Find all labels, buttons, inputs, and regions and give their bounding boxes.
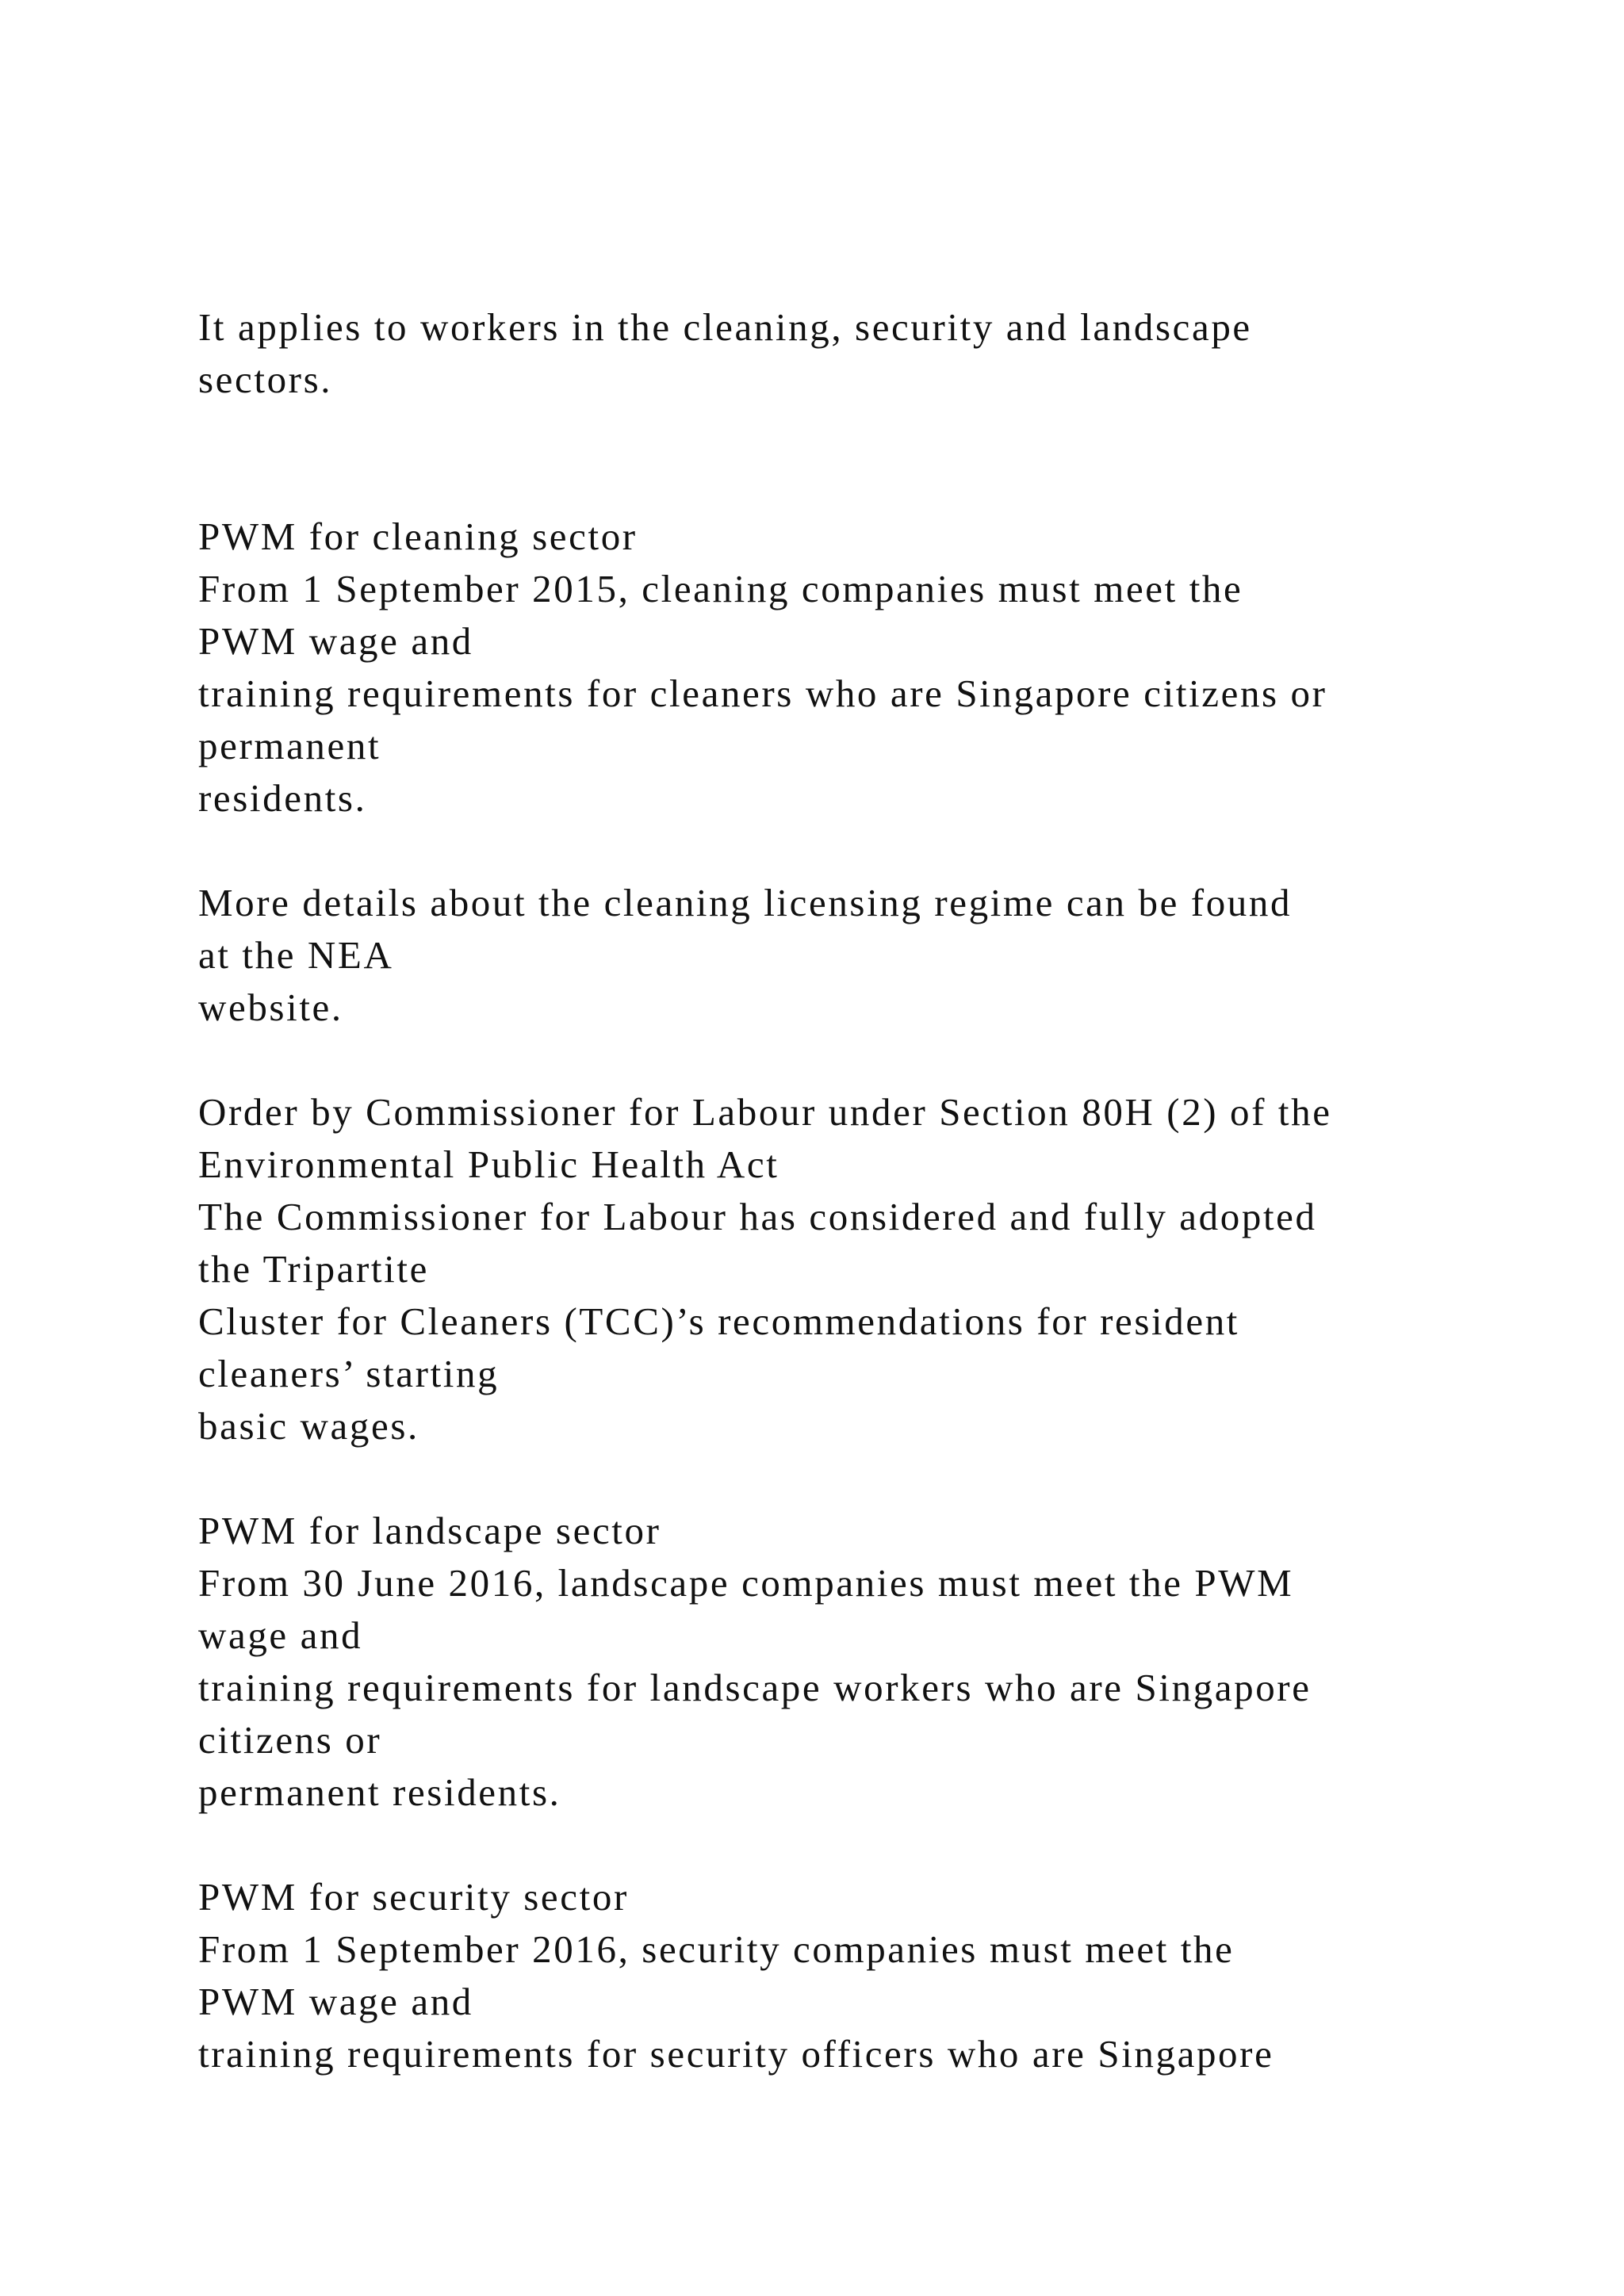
- paragraph-licensing: [198, 877, 1546, 1034]
- section-heading: PWM for cleaning sector: [198, 515, 638, 558]
- document-body: [198, 301, 1546, 2080]
- text-line: citizens or: [198, 1718, 382, 1762]
- text-line: training requirements for security officers who are Singapore: [198, 2032, 1274, 2076]
- text-line: wage and: [198, 1613, 363, 1657]
- text-line: cleaners’ starting: [198, 1352, 500, 1395]
- text-line: More details about the cleaning licensing regime can be found: [198, 881, 1293, 924]
- spacer: [198, 1819, 1546, 1871]
- section-heading: Order by Commissioner for Labour under Section 80H (2) of the: [198, 1090, 1332, 1134]
- spacer: [198, 1452, 1546, 1505]
- paragraph-order: [198, 1086, 1546, 1452]
- spacer: [198, 825, 1546, 877]
- text-line: permanent: [198, 724, 381, 767]
- section-landscape: [198, 1505, 1546, 1819]
- text-line: training requirements for cleaners who are Singapore citizens or: [198, 672, 1327, 715]
- text-line: the Tripartite: [198, 1247, 429, 1291]
- text-line: at the NEA: [198, 933, 394, 977]
- text-line: PWM wage and: [198, 619, 473, 663]
- text-line: training requirements for landscape workers who are Singapore: [198, 1666, 1312, 1709]
- spacer: [198, 1034, 1546, 1086]
- section-heading: PWM for security sector: [198, 1875, 629, 1919]
- text-line: From 1 September 2016, security companies must meet the: [198, 1927, 1235, 1971]
- text-line: From 1 September 2015, cleaning companies must meet the: [198, 567, 1243, 610]
- paragraph-intro: [198, 301, 1546, 406]
- text-line: PWM wage and: [198, 1980, 473, 2023]
- text-line: It applies to workers in the cleaning, security and landscape: [198, 305, 1252, 349]
- text-line: permanent residents.: [198, 1770, 561, 1814]
- section-heading: PWM for landscape sector: [198, 1509, 661, 1552]
- section-cleaning: [198, 511, 1546, 825]
- text-line: From 30 June 2016, landscape companies must meet the PWM: [198, 1561, 1294, 1605]
- text-line: basic wages.: [198, 1404, 419, 1448]
- section-security: [198, 1871, 1546, 2080]
- text-line: residents.: [198, 776, 367, 820]
- text-line: Environmental Public Health Act: [198, 1142, 779, 1186]
- text-line: website.: [198, 985, 343, 1029]
- text-line: sectors.: [198, 358, 333, 401]
- text-line: The Commissioner for Labour has considered and fully adopted: [198, 1195, 1317, 1238]
- spacer: [198, 406, 1546, 511]
- text-line: Cluster for Cleaners (TCC)’s recommendations for resident: [198, 1299, 1240, 1343]
